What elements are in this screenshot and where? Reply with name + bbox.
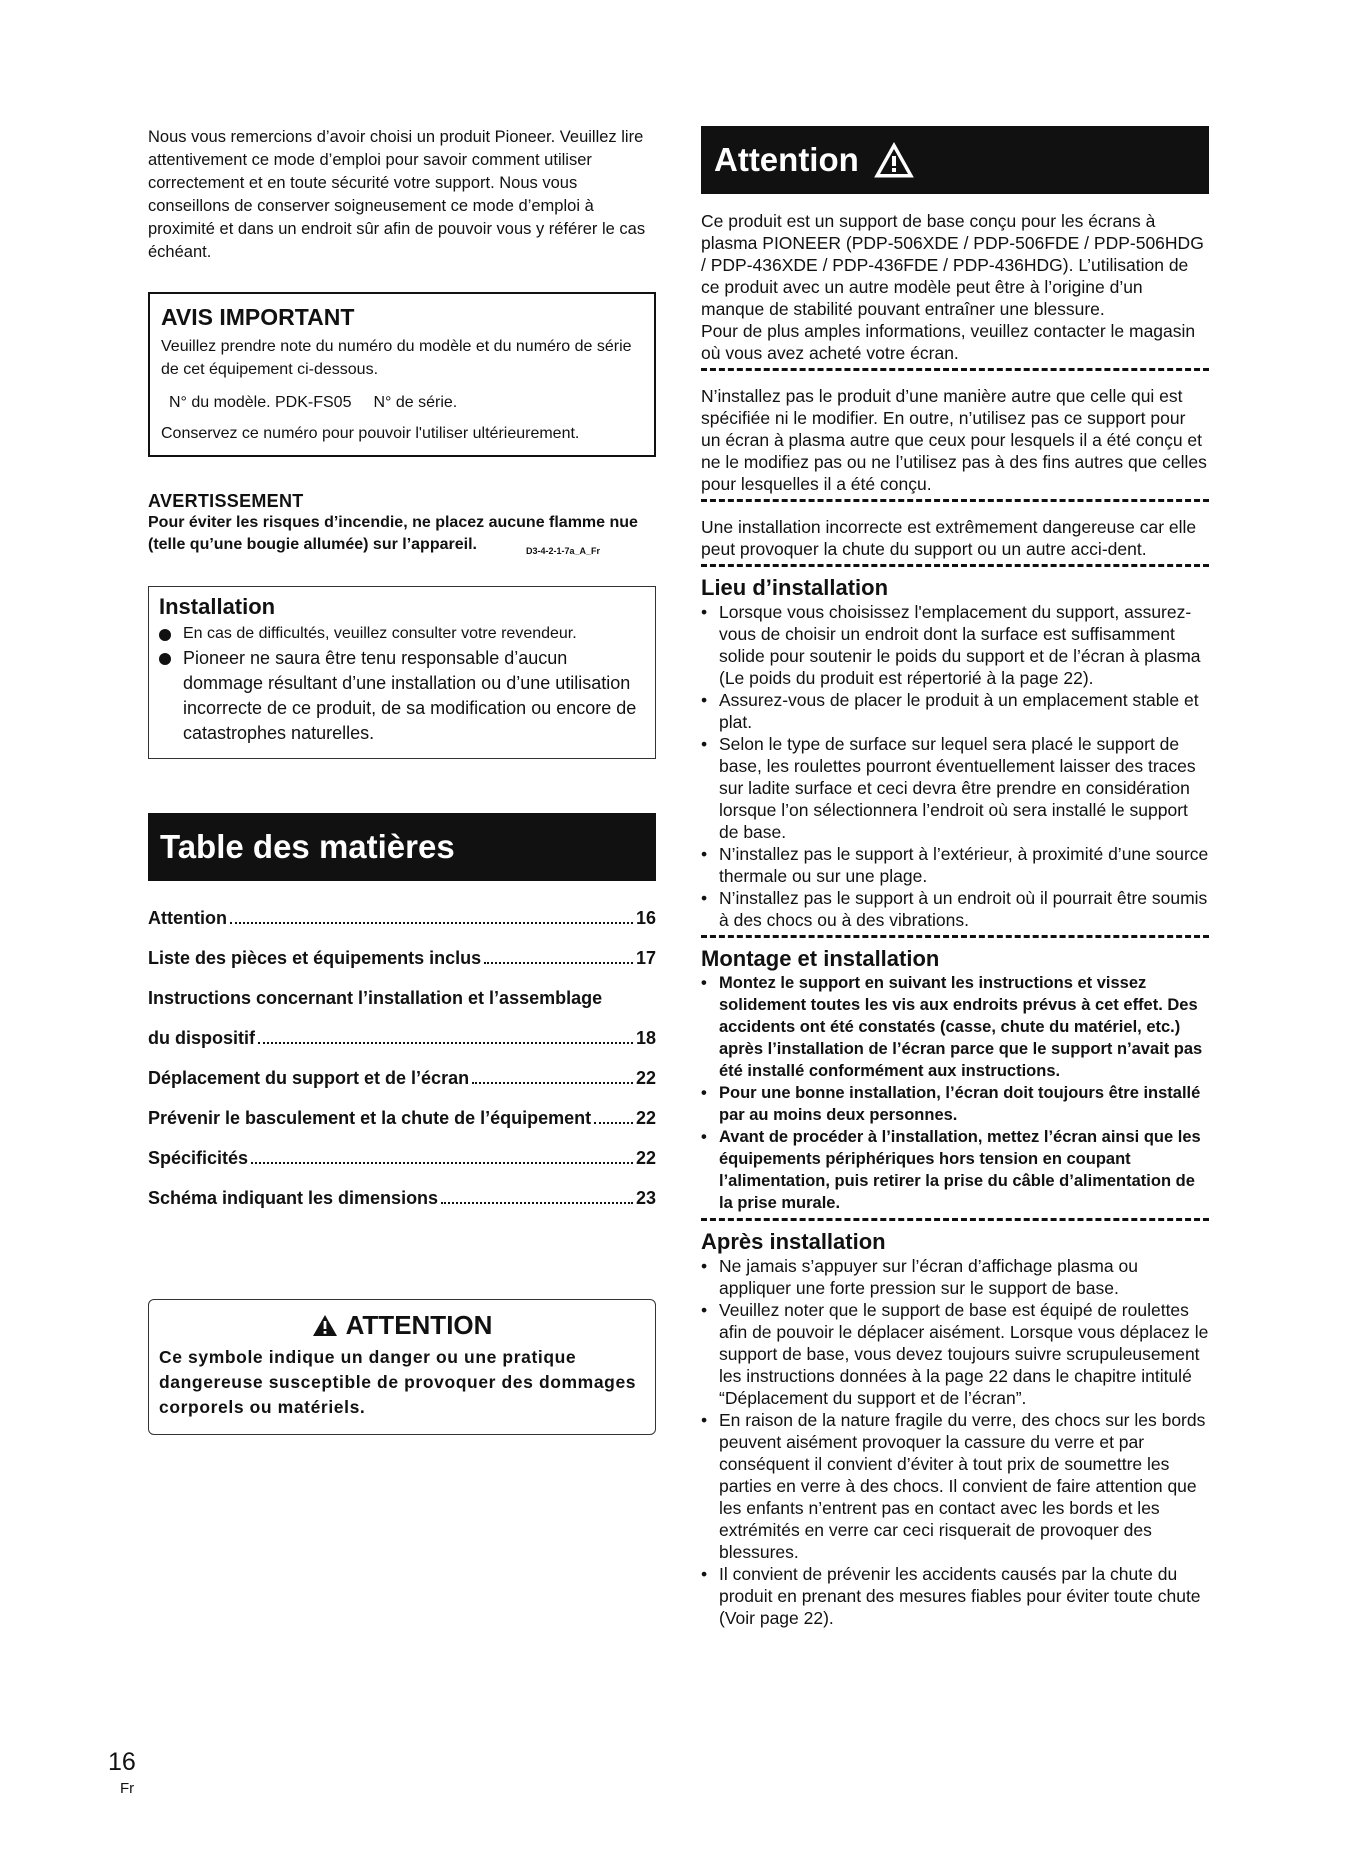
toc-leader bbox=[230, 922, 633, 924]
toc-entry-label: Prévenir le basculement et la chute de l’équipement bbox=[148, 1108, 592, 1128]
right-column bbox=[701, 126, 1209, 1629]
list-item: • N’installez pas le support à l’extérieur, à proximité d’une source thermale ou sur une plage. bbox=[701, 843, 1209, 887]
montage-title: Montage et installation bbox=[701, 946, 940, 971]
toc-entry[interactable] bbox=[148, 1063, 656, 1093]
avertissement-body: Pour éviter les risques d’incendie, ne placez aucune flamme nue (telle qu’une bougie allumée) sur l’appareil. bbox=[148, 514, 638, 553]
attention-header bbox=[701, 126, 1209, 194]
toc-entry-page: 22 bbox=[635, 1148, 656, 1168]
avertissement-code: D3-4-2-1-7a_A_Fr bbox=[525, 546, 600, 556]
installation-list bbox=[159, 622, 643, 746]
bullet-icon bbox=[159, 629, 171, 641]
toc-entry-label: Déplacement du support et de l’écran bbox=[148, 1068, 470, 1088]
toc-title: Table des matières bbox=[160, 828, 455, 865]
avis-title: AVIS IMPORTANT bbox=[161, 304, 355, 330]
intro-paragraph: Nous vous remercions d’avoir choisi un produit Pioneer. Veuillez lire attentivement ce mode d’emploi pour savoir comment utiliser correctement et en toute sécurité votre support. Nous vous conseillons de conserver soigneusement ce mode d’emploi à proximité et dans un endroit sûr afin de pouvoir vous y référer le cas échéant. bbox=[148, 128, 646, 261]
list-item: • Il convient de prévenir les accidents causés par la chute du produit en prenant des mesures fiables pour éviter toute chute (Voir page 22). bbox=[701, 1563, 1209, 1629]
toc-entry-page: 22 bbox=[635, 1108, 656, 1128]
toc-entry-label-continued: du dispositif bbox=[148, 1028, 255, 1048]
table-of-contents bbox=[148, 903, 656, 1213]
toc-leader bbox=[484, 962, 633, 964]
list-item: • Assurez-vous de placer le produit à un emplacement stable et plat. bbox=[701, 689, 1209, 733]
avis-important-box bbox=[148, 292, 656, 457]
attention-box-text: Ce symbole indique un danger ou une pratique dangereuse susceptible de provoquer des dommages corporels ou matériels. bbox=[159, 1347, 637, 1417]
list-item-text: En cas de difficultés, veuillez consulter votre revendeur. bbox=[183, 625, 577, 642]
bullet-icon bbox=[159, 653, 171, 665]
avertissement-block bbox=[148, 491, 656, 556]
model-serial-line bbox=[169, 391, 644, 414]
list-item: • Selon le type de surface sur lequel sera placé le support de base, les roulettes pourront éventuellement laisser des traces sur ladite surface et ceci devra être prendre en considération lorsque l’on sélectionnera l’endroit où sera installé le support de base. bbox=[701, 733, 1209, 843]
toc-entry-page: 16 bbox=[635, 908, 656, 928]
warning-triangle-icon bbox=[873, 141, 915, 179]
toc-leader bbox=[441, 1202, 633, 1204]
dashed-divider bbox=[701, 564, 1209, 567]
attention-paragraph: N’installez pas le produit d’une manière autre que celle qui est spécifiée ni le modifier. En outre, n’utilisez pas ce support pour un écran à plasma autre que ceux pour lesquels il a été conçu et ne le modifiez pas ou ne l’utilisez pas à des fins autres que celles pour lesquelles il a été conçu. bbox=[701, 386, 1207, 494]
model-number-label: N° du modèle. PDK-FS05 bbox=[169, 394, 352, 411]
avertissement-text bbox=[148, 512, 656, 556]
toc-header bbox=[148, 813, 656, 881]
toc-leader bbox=[472, 1082, 633, 1084]
toc-leader bbox=[258, 1042, 633, 1044]
toc-entry-page: 18 bbox=[635, 1028, 656, 1048]
toc-leader bbox=[251, 1162, 633, 1164]
left-column bbox=[148, 126, 656, 1435]
lieu-list bbox=[701, 601, 1209, 931]
attention-paragraph: Pour de plus amples informations, veuillez contacter le magasin où vous avez acheté votre écran. bbox=[701, 321, 1196, 363]
dashed-divider bbox=[701, 935, 1209, 938]
dashed-divider bbox=[701, 1218, 1209, 1221]
installation-box bbox=[148, 586, 656, 759]
attention-box-title-text: ATTENTION bbox=[345, 1310, 493, 1340]
list-item bbox=[159, 622, 643, 646]
toc-entry[interactable] bbox=[148, 983, 656, 1053]
list-item: • Veuillez noter que le support de base est équipé de roulettes afin de pouvoir le déplacer aisément. Lorsque vous déplacez le support de base, vous devez toujours suivre scrupuleusement les instructions données à la page 22 dans le chapitre intitulé “Déplacement du support et de l’écran”. bbox=[701, 1299, 1209, 1409]
list-item: • En raison de la nature fragile du verre, des chocs sur les bords peuvent aisément provoquer la cassure du verre et par conséquent il convient d’éviter à tout prix de soumettre les parties en verre à des chocs. Il convient de faire attention que les enfants n’entrent pas en contact avec les bords et les extrémités en verre car ceci risquerait de provoquer des blessures. bbox=[701, 1409, 1209, 1563]
serial-number-label: N° de série. bbox=[373, 394, 458, 411]
avis-text: Veuillez prendre note du numéro du modèle et du numéro de série de cet équipement ci-dessous. bbox=[161, 338, 632, 378]
toc-entry[interactable] bbox=[148, 903, 656, 933]
list-item bbox=[159, 646, 643, 746]
attention-title: Attention bbox=[714, 141, 859, 178]
list-item: • Ne jamais s’appuyer sur l’écran d’affichage plasma ou appliquer une forte pression sur le support de base. bbox=[701, 1255, 1209, 1299]
list-item: • N’installez pas le support à un endroit où il pourrait être soumis à des chocs ou à des vibrations. bbox=[701, 887, 1209, 931]
toc-entry-label: Liste des pièces et équipements inclus bbox=[148, 948, 482, 968]
toc-entry[interactable] bbox=[148, 943, 656, 973]
toc-entry-label: Spécificités bbox=[148, 1148, 249, 1168]
toc-entry-page: 17 bbox=[635, 948, 656, 968]
avis-keep-text: Conservez ce numéro pour pouvoir l'utiliser ultérieurement. bbox=[161, 425, 580, 442]
toc-entry-line2 bbox=[148, 1023, 656, 1053]
list-item: • Montez le support en suivant les instructions et vissez solidement toutes les vis aux endroits prévus à cet effet. Des accidents ont été constatés (casse, chute du matériel, etc.) après l’installation de l’écran parce que le support n’avait pas été installé conformément aux instructions. bbox=[701, 972, 1209, 1082]
toc-entry[interactable] bbox=[148, 1143, 656, 1173]
lieu-title: Lieu d’installation bbox=[701, 575, 889, 600]
attention-box-title bbox=[159, 1310, 645, 1341]
page-number: 16 bbox=[108, 1748, 136, 1776]
toc-entry-page: 22 bbox=[635, 1068, 656, 1088]
dashed-divider bbox=[701, 368, 1209, 371]
attention-symbol-box bbox=[148, 1299, 656, 1435]
toc-entry-label: Schéma indiquant les dimensions bbox=[148, 1188, 439, 1208]
attention-paragraph: Une installation incorrecte est extrêmement dangereuse car elle peut provoquer la chute du support ou un autre acci-dent. bbox=[701, 517, 1197, 559]
toc-entry[interactable] bbox=[148, 1103, 656, 1133]
list-item: • Pour une bonne installation, l’écran doit toujours être installé par au moins deux personnes. bbox=[701, 1082, 1209, 1126]
apres-list bbox=[701, 1255, 1209, 1629]
montage-list bbox=[701, 972, 1209, 1214]
warning-triangle-icon bbox=[312, 1314, 338, 1337]
apres-title: Après installation bbox=[701, 1229, 886, 1254]
list-item: • Avant de procéder à l’installation, mettez l’écran ainsi que les équipements périphériques hors tension en coupant l’alimentation, puis retirer la prise du câble d’alimentation de la prise murale. bbox=[701, 1126, 1209, 1214]
toc-entry[interactable] bbox=[148, 1183, 656, 1213]
page-language: Fr bbox=[120, 1780, 135, 1797]
toc-entry-label: Instructions concernant l’installation et l’assemblage bbox=[148, 988, 603, 1008]
dashed-divider bbox=[701, 499, 1209, 502]
toc-entry-page: 23 bbox=[635, 1188, 656, 1208]
avertissement-title: AVERTISSEMENT bbox=[148, 491, 304, 511]
toc-leader bbox=[594, 1122, 633, 1124]
list-item-text: Pioneer ne saura être tenu responsable d’aucun dommage résultant d’une installation ou d’une utilisation incorrecte de ce produit, de sa modification ou encore de catastrophes naturelles. bbox=[183, 648, 637, 743]
installation-title: Installation bbox=[159, 594, 276, 619]
list-item: • Lorsque vous choisissez l'emplacement du support, assurez-vous de choisir un endroit dont la surface est suffisamment solide pour soutenir le poids du support et de l’écran à plasma (Le poids du produit est répertorié à la page 22). bbox=[701, 601, 1209, 689]
toc-entry-label: Attention bbox=[148, 908, 227, 928]
attention-paragraph: Ce produit est un support de base conçu pour les écrans à plasma PIONEER (PDP-506XDE / PDP-506FDE / PDP-506HDG / PDP-436XDE / PDP-436FDE / PDP-436HDG). L’utilisation de ce produit avec un autre modèle peut être à l’origine d’un manque de stabilité pouvant entraîner une blessure. bbox=[701, 211, 1204, 319]
